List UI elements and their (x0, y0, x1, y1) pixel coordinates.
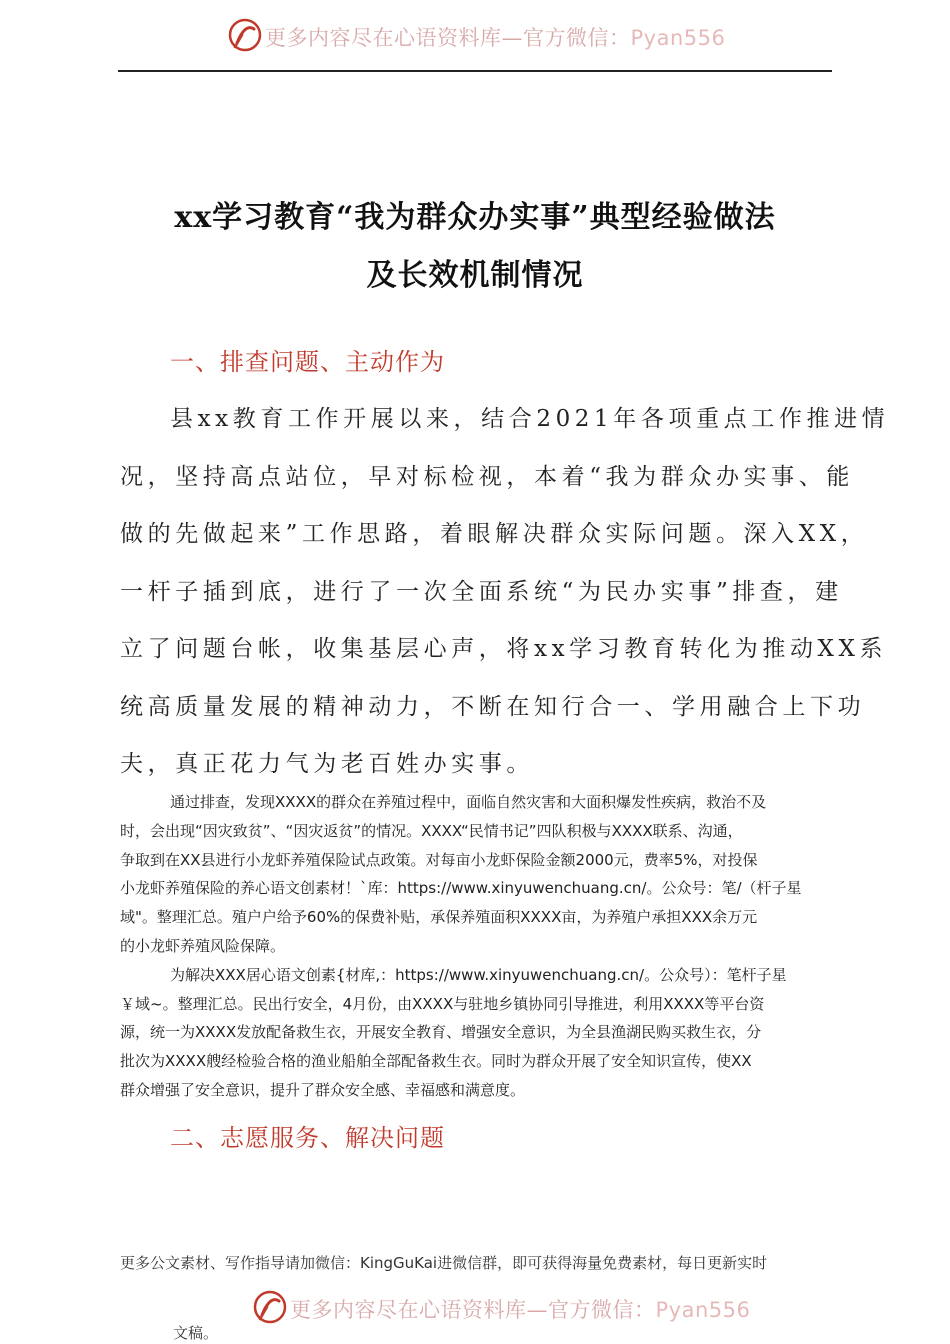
watermark-text: 更多内容尽在心语资料库—官方微信：Pyan556 (290, 1298, 751, 1322)
document-title-line1: xx学习教育“我为群众办实事”典型经验做法 (174, 200, 776, 235)
para2-line: 小龙虾养殖保险的养心语文创素材！`库：https://www.xinyuwenchuang.cn/。公众号：笔/（杆子星 (120, 879, 802, 897)
footer-note-end: 文稿。 (173, 1324, 219, 1342)
watermark-wechat-id: Pyan556 (655, 1298, 751, 1322)
body-line: 况，坚持高点站位，早对标检视，本着“我为群众办实事、能 (120, 464, 854, 490)
para3-line: 群众增强了安全意识，提升了群众安全感、幸福感和满意度。 (120, 1081, 526, 1099)
header-watermark (0, 14, 950, 58)
watermark-wechat-id: Pyan556 (630, 26, 726, 50)
body-line: 一杆子插到底，进行了一次全面系统“为民办实事”排查，建 (120, 579, 843, 605)
body-line: 做的先做起来”工作思路，着眼解决群众实际问题。深入XX， (120, 521, 869, 547)
body-line: 县xx教育工作开展以来，结合2021年各项重点工作推进情 (170, 406, 890, 432)
body-line: 夫，真正花力气为老百姓办实事。 (120, 751, 534, 777)
para3-line: 源，统一为XXXX发放配备救生衣，开展安全教育、增强安全意识，为全县渔湖民购买救生衣，分 (120, 1023, 762, 1041)
para2-line: 时，会出现“因灾致贫”、“因灾返贫”的情况。XXXX“民情书记”四队积极与XXXX联系、沟通， (120, 822, 743, 840)
body-line: 立了问题台帐，收集基层心声，将xx学习教育转化为推动XX系 (120, 636, 888, 662)
body-line: 统高质量发展的精神动力，不断在知行合一、学用融合上下功 (120, 694, 866, 720)
footer-watermark (0, 1286, 950, 1330)
brand-logo-icon (227, 17, 263, 53)
para2-line: 域"。整理汇总。殖户户给予60%的保费补贴，承保养殖面积XXXX亩，为养殖户承担XXX余万元 (120, 908, 758, 926)
watermark-text: 更多内容尽在心语资料库—官方微信：Pyan556 (265, 26, 726, 50)
para3-line: 批次为XXXX艘经检验合格的渔业船舶全部配备救生衣。同时为群众开展了安全知识宣传，使XX (120, 1052, 752, 1070)
footer-note: 更多公文素材、写作指导请加微信：KingGuKai进微信群，即可获得海量免费素材，每日更新实时 (120, 1254, 768, 1272)
header-divider (118, 70, 832, 72)
para3-line: 为解决XXX居心语文创素{材库,：https://www.xinyuwenchuang.cn/。公众号）：笔杆子星 (170, 966, 787, 984)
para2-line: 通过排查，发现XXXX的群众在养殖过程中，面临自然灾害和大面积爆发性疾病，救治不及 (170, 793, 767, 811)
para2-line: 的小龙虾养殖风险保障。 (120, 937, 286, 955)
para2-line: 争取到在XX县进行小龙虾养殖保险试点政策。对每亩小龙虾保险金额2000元，费率5%，对投保 (120, 851, 758, 869)
document-title-line2: 及长效机制情况 (366, 258, 584, 293)
section-heading-2: 二、志愿服务、解决问题 (170, 1124, 445, 1152)
brand-logo-icon (252, 1289, 288, 1325)
para3-line: ￥域~。整理汇总。民出行安全，4月份，由XXXX与驻地乡镇协同引导推进，利用XXXX等平台资 (120, 995, 765, 1013)
section-heading-1: 一、排查问题、主动作为 (170, 348, 445, 376)
